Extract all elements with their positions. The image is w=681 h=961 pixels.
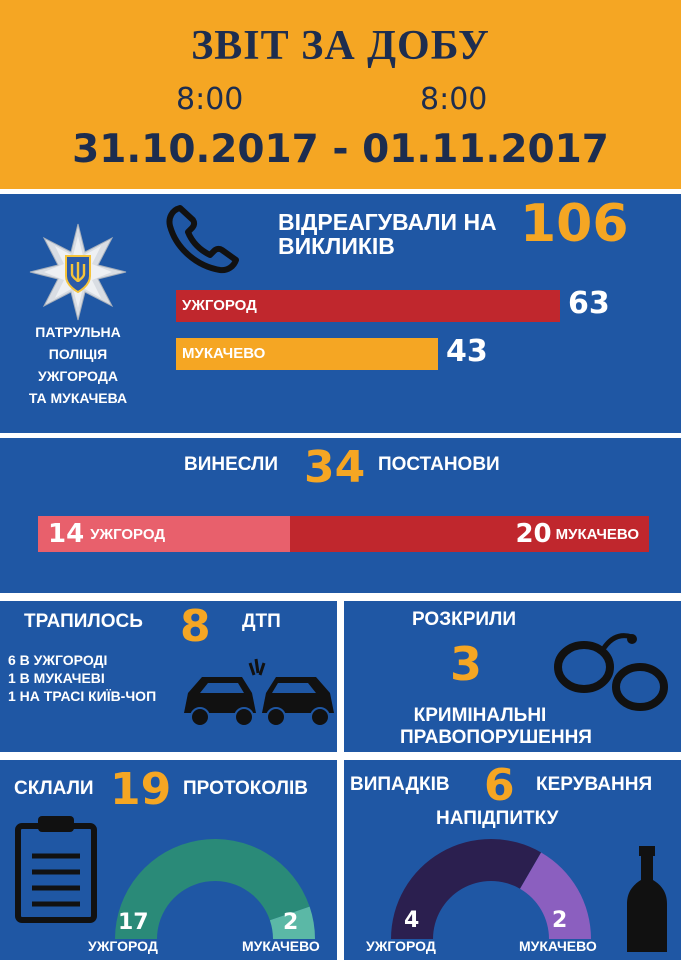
calls-bar-uzhhorod-label: УЖГОРОД [182,297,257,314]
drunk-value-mukachevo: 2 [552,908,568,933]
logo-line-2: ПОЛІЦІЯ [48,346,108,362]
calls-bar-mukachevo [176,338,438,370]
drunk-city-mukachevo: МУКАЧЕВО [519,938,597,954]
protocols-prefix: СКЛАЛИ [14,778,94,799]
decrees-bar-uzhhorod [38,516,290,552]
phone-icon [166,202,250,274]
decrees-value-mukachevo: 20 [515,519,552,549]
date-range: 31.10.2017 - 01.11.2017 [72,127,609,172]
accidents-details [8,651,156,705]
crimes-caption-line-1: КРИМІНАЛЬНІ [413,705,547,726]
decrees-bar-mukachevo [290,516,649,552]
clipboard-icon [12,814,100,924]
page-title: ЗВІТ ЗА ДОБУ [191,23,490,69]
crimes-caption-line-2: ПРАВОПОРУШЕННЯ [400,727,592,748]
protocols-city-mukachevo: МУКАЧЕВО [242,938,320,954]
logo-line-3: УЖГОРОДА [38,368,118,384]
drunk-driving-panel [344,760,681,960]
drunk-total: 6 [484,760,515,811]
accidents-prefix: ТРАПИЛОСЬ [24,611,143,632]
accidents-detail: 1 В МУКАЧЕВІ [8,670,105,686]
protocols-total: 19 [110,764,172,815]
accidents-panel [0,601,337,752]
logo-line-4: ТА МУКАЧЕВА [28,390,128,406]
accidents-detail: 6 В УЖГОРОДІ [8,652,108,668]
protocols-panel [0,760,337,960]
crimes-prefix: РОЗКРИЛИ [412,609,517,630]
decrees-prefix: ВИНЕСЛИ [184,454,279,475]
decrees-panel [0,438,681,593]
calls-bar-uzhhorod [176,290,560,322]
protocols-value-mukachevo: 2 [283,910,299,935]
protocols-city-uzhhorod: УЖГОРОД [88,938,158,954]
calls-bar-mukachevo-label: МУКАЧЕВО [182,345,266,362]
decrees-split-bar [38,516,649,552]
decrees-value-uzhhorod: 14 [48,519,85,549]
crashed-cars-icon [180,657,335,737]
accidents-suffix: ДТП [242,611,281,632]
accidents-detail: 1 НА ТРАСІ КИЇВ-ЧОП [8,688,157,704]
decrees-total: 34 [304,442,366,493]
calls-label-line-2: ВИКЛИКІВ [278,233,395,259]
protocols-value-uzhhorod: 17 [118,910,149,935]
crimes-panel [344,601,681,752]
drunk-prefix: ВИПАДКІВ [350,774,450,795]
bottle-icon [622,844,672,956]
drunk-suffix: КЕРУВАННЯ [536,774,653,795]
calls-value-uzhhorod: 63 [568,286,610,321]
police-badge-icon [28,222,128,322]
calls-total: 106 [520,194,629,254]
calls-panel [0,194,681,433]
crimes-total: 3 [450,637,483,691]
handcuffs-icon [552,627,672,719]
time-start: 8:00 [176,82,244,117]
protocols-suffix: ПРОТОКОЛІВ [183,778,309,799]
header [0,0,681,189]
drunk-line-2: НАПІДПИТКУ [436,808,559,829]
calls-label [278,210,497,258]
logo-line-1: ПАТРУЛЬНА [35,324,121,340]
calls-label-line-1: ВІДРЕАГУВАЛИ НА [278,209,497,235]
crimes-caption [400,705,592,749]
logo-caption [0,323,156,407]
time-end: 8:00 [420,82,488,117]
accidents-total: 8 [180,601,211,652]
drunk-value-uzhhorod: 4 [404,908,420,933]
decrees-suffix: ПОСТАНОВИ [378,454,500,475]
drunk-city-uzhhorod: УЖГОРОД [366,938,436,954]
decrees-city-uzhhorod: УЖГОРОД [90,525,166,543]
decrees-city-mukachevo: МУКАЧЕВО [555,525,639,543]
calls-value-mukachevo: 43 [446,334,488,369]
